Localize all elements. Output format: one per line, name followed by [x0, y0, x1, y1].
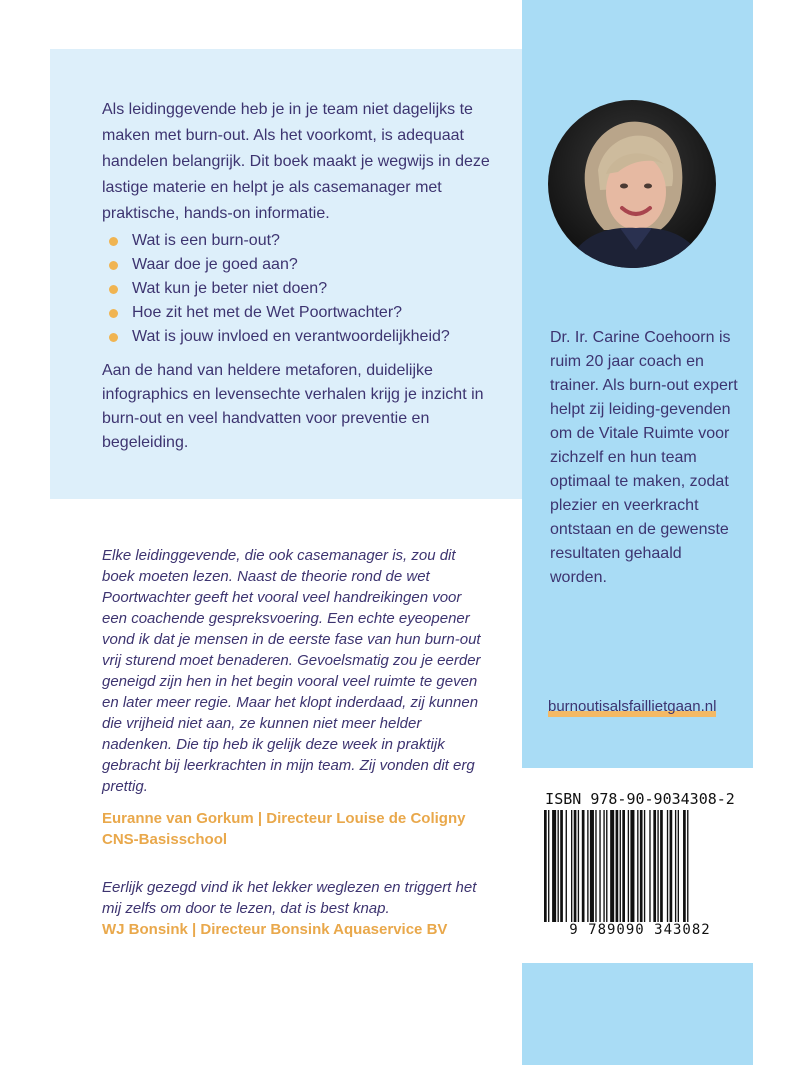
- intro-text: Als leidinggevende heb je in je team niet dagelijks te maken met burn-out. Als het voorkomt, is adequaat handelen belangrijk. Dit boek maakt je wegwijs in deze lastige materie en helpt je als casemanager met praktische, hands-on informatie.: [102, 101, 490, 222]
- testimonial-quote: Elke leidinggevende, die ook casemanager is, zou dit boek moeten lezen. Naast de theorie rond de wet Poortwachter geeft het vooral veel handreikingen voor een coachende gespreksvoering. Een echte eyeopener vond ik dat je mensen in de eerste fase van hun burn-out vrij sturend moet benaderen. Gevoelsmatig zou je eerder geneigd zijn hen in het begin vooral veel ruimte te geven en later meer regie. Maar het klopt inderdaad, zij kunnen die vrijheid niet aan, ze kunnen niet meer helder nadenken. Die tip heb ik gelijk deze week in praktijk gebracht bij leerkrachten in mijn team. Zij vonden dit erg prettig.: [102, 547, 481, 795]
- testimonial-attribution: Euranne van Gorkum | Directeur Louise de Coligny CNS-Basisschool: [102, 810, 466, 848]
- bullet-dot-icon: [109, 309, 118, 318]
- barcode-bars: [540, 810, 740, 922]
- bullet-dot-icon: [109, 285, 118, 294]
- website-link[interactable]: burnoutisalsfaillietgaan.nl: [548, 698, 717, 715]
- bullet-dot-icon: [109, 237, 118, 246]
- bullet-dot-icon: [109, 261, 118, 270]
- isbn-label: ISBN 978-90-9034308-2: [545, 790, 735, 808]
- list-item: Wat is een burn-out?: [102, 229, 512, 253]
- outro-text: Aan de hand van heldere metaforen, duidelijke infographics en levensechte verhalen krijg je inzicht in burn-out en veel handvatten voor preventie en begeleiding.: [102, 362, 484, 451]
- isbn-barcode: [540, 790, 740, 950]
- list-item: Wat is jouw invloed en verantwoordelijkheid?: [102, 325, 512, 349]
- barcode-digits: 9 789090 343082: [569, 922, 711, 938]
- bullet-dot-icon: [109, 333, 118, 342]
- author-bio: Dr. Ir. Carine Coehoorn is ruim 20 jaar coach en trainer. Als burn-out expert helpt zij leiding-gevenden om de Vitale Ruimte voor zichzelf en hun team optimaal te maken, zodat plezier en veerkracht ontstaan en de gewenste resultaten gehaald worden.: [550, 329, 738, 586]
- testimonial-attribution: WJ Bonsink | Directeur Bonsink Aquaservice BV: [102, 921, 448, 938]
- testimonial-quote: Eerlijk gezegd vind ik het lekker weglezen en triggert het mij zelfs om door te lezen, dat is best knap.: [102, 879, 477, 917]
- author-photo: [548, 100, 716, 268]
- list-item: Waar doe je goed aan?: [102, 253, 512, 277]
- list-item: Hoe zit het met de Wet Poortwachter?: [102, 301, 512, 325]
- question-list: [102, 229, 512, 349]
- bottom-strip-background: [522, 963, 753, 1065]
- list-item: Wat kun je beter niet doen?: [102, 277, 512, 301]
